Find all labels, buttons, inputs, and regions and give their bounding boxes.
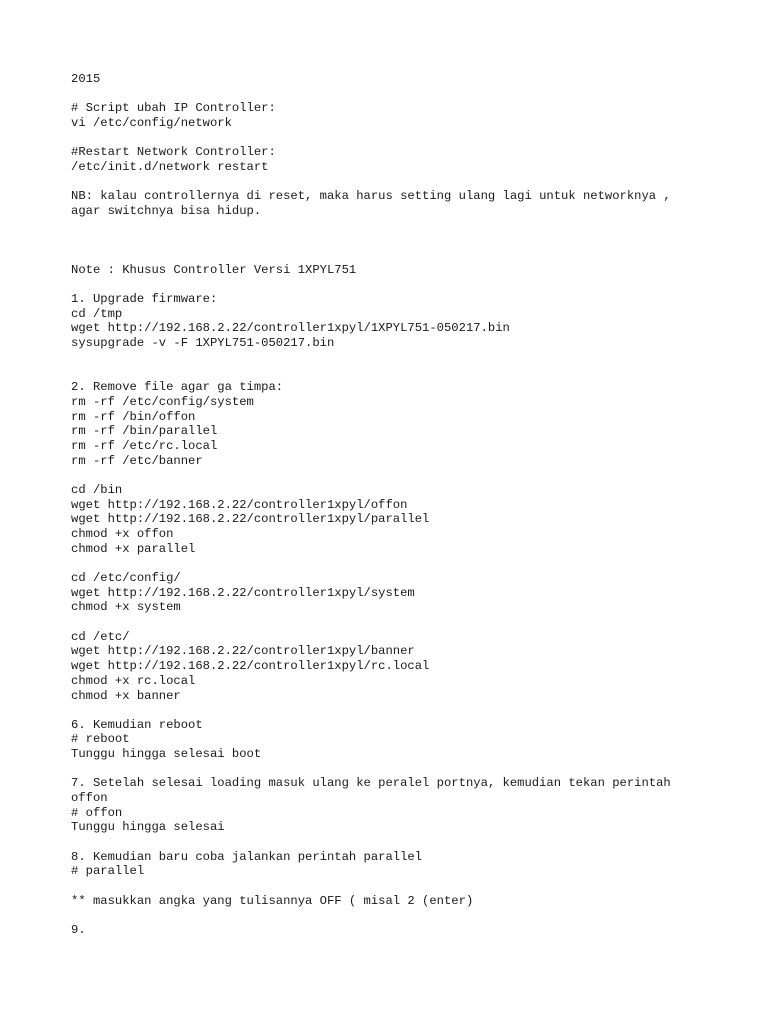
text-line: wget http://192.168.2.22/controller1xpyl/1XPYL751-050217.bin	[71, 321, 510, 335]
text-line: chmod +x parallel	[71, 542, 196, 556]
text-line: 9.	[71, 923, 86, 937]
text-line: 8. Kemudian baru coba jalankan perintah parallel	[71, 850, 423, 864]
text-line: offon	[71, 791, 108, 805]
text-line: #Restart Network Controller:	[71, 145, 276, 159]
text-line: rm -rf /etc/rc.local	[71, 439, 218, 453]
text-line: 2015	[71, 72, 101, 86]
text-line: ** masukkan angka yang tulisannya OFF ( misal 2 (enter)	[71, 894, 474, 908]
text-line: NB: kalau controllernya di reset, maka harus setting ulang lagi untuk networknya ,	[71, 189, 671, 203]
text-line: chmod +x offon	[71, 527, 174, 541]
text-line: rm -rf /etc/banner	[71, 454, 203, 468]
text-line: Note : Khusus Controller Versi 1XPYL751	[71, 263, 357, 277]
text-line: 6. Kemudian reboot	[71, 718, 203, 732]
text-line: agar switchnya bisa hidup.	[71, 204, 262, 218]
text-line: chmod +x rc.local	[71, 674, 196, 688]
text-line: rm -rf /etc/config/system	[71, 395, 254, 409]
text-line: chmod +x banner	[71, 689, 181, 703]
text-line: cd /etc/config/	[71, 571, 181, 585]
text-line: cd /etc/	[71, 630, 130, 644]
text-line: 1. Upgrade firmware:	[71, 292, 218, 306]
text-line: # offon	[71, 806, 123, 820]
text-line: Tunggu hingga selesai boot	[71, 747, 262, 761]
text-line: chmod +x system	[71, 600, 181, 614]
text-line: 2. Remove file agar ga timpa:	[71, 380, 284, 394]
text-line: wget http://192.168.2.22/controller1xpyl/rc.local	[71, 659, 430, 673]
text-line: # Script ubah IP Controller:	[71, 101, 276, 115]
text-line: wget http://192.168.2.22/controller1xpyl/parallel	[71, 512, 430, 526]
text-line: sysupgrade -v -F 1XPYL751-050217.bin	[71, 336, 335, 350]
text-line: 7. Setelah selesai loading masuk ulang ke peralel portnya, kemudian tekan perintah	[71, 776, 671, 790]
text-line: cd /bin	[71, 483, 123, 497]
text-line: wget http://192.168.2.22/controller1xpyl/system	[71, 586, 415, 600]
text-line: # parallel	[71, 864, 145, 878]
text-line: # reboot	[71, 732, 130, 746]
text-line: cd /tmp	[71, 307, 123, 321]
text-line: rm -rf /bin/parallel	[71, 424, 218, 438]
text-line: wget http://192.168.2.22/controller1xpyl/offon	[71, 498, 408, 512]
text-line: wget http://192.168.2.22/controller1xpyl/banner	[71, 644, 415, 658]
text-line: /etc/init.d/network restart	[71, 160, 269, 174]
text-line: vi /etc/config/network	[71, 116, 232, 130]
text-line: Tunggu hingga selesai	[71, 820, 225, 834]
text-line: rm -rf /bin/offon	[71, 410, 196, 424]
